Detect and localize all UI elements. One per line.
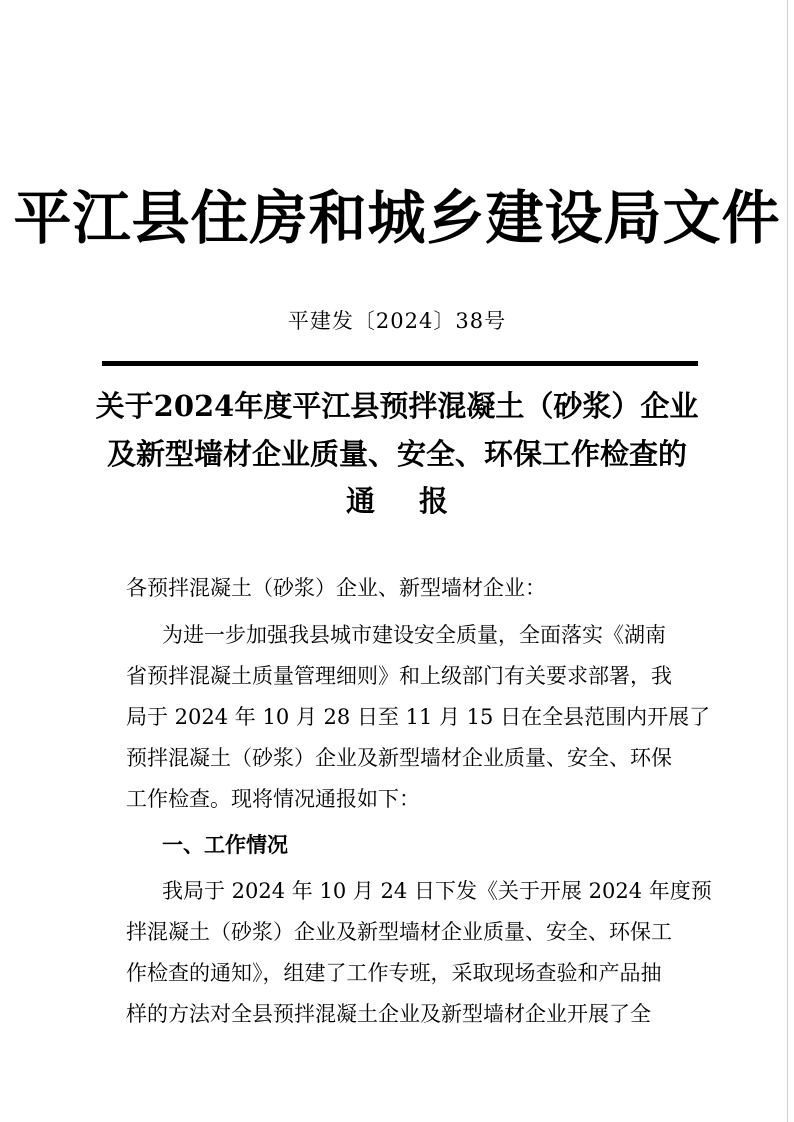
paragraph-1-line: 预拌混凝土（砂浆）企业及新型墙材企业质量、安全、环保 — [126, 746, 672, 770]
paragraph-2-line: 作检查的通知》，组建了工作专班，采取现场查验和产品抽 — [126, 961, 662, 985]
paragraph-1-line: 为进一步加强我县城市建设安全质量，全面落实《湖南 — [162, 623, 666, 647]
section-1-heading: 一、工作情况 — [162, 833, 288, 857]
issuer-header: 平江县住房和城乡建设局文件 — [13, 184, 781, 252]
paragraph-1-line: 局于 2024 年 10 月 28 日至 11 月 15 日在全县范围内开展了 — [126, 705, 711, 729]
salutation: 各预拌混凝土（砂浆）企业、新型墙材企业： — [126, 576, 546, 600]
title-line-2: 及新型墙材企业质量、安全、环保工作检查的 — [106, 437, 687, 471]
paragraph-2-line: 拌混凝土（砂浆）企业及新型墙材企业质量、安全、环保工 — [126, 920, 672, 944]
paragraph-2-line: 我局于 2024 年 10 月 24 日下发《关于开展 2024 年度预 — [162, 879, 712, 903]
scan-edge-line — [787, 0, 788, 1122]
title-line-1: 关于2024年度平江县预拌混凝土（砂浆）企业 — [95, 389, 699, 423]
paragraph-2-line: 样的方法对全县预拌混凝土企业及新型墙材企业开展了全 — [126, 1002, 651, 1026]
paragraph-1-line: 省预拌混凝土质量管理细则》和上级部门有关要求部署，我 — [126, 664, 672, 688]
header-divider — [102, 361, 698, 366]
title-line-3: 通报 — [345, 484, 492, 518]
document-number: 平建发〔2024〕38号 — [287, 309, 507, 333]
paragraph-1-line: 工作检查。现将情况通报如下： — [126, 787, 420, 811]
